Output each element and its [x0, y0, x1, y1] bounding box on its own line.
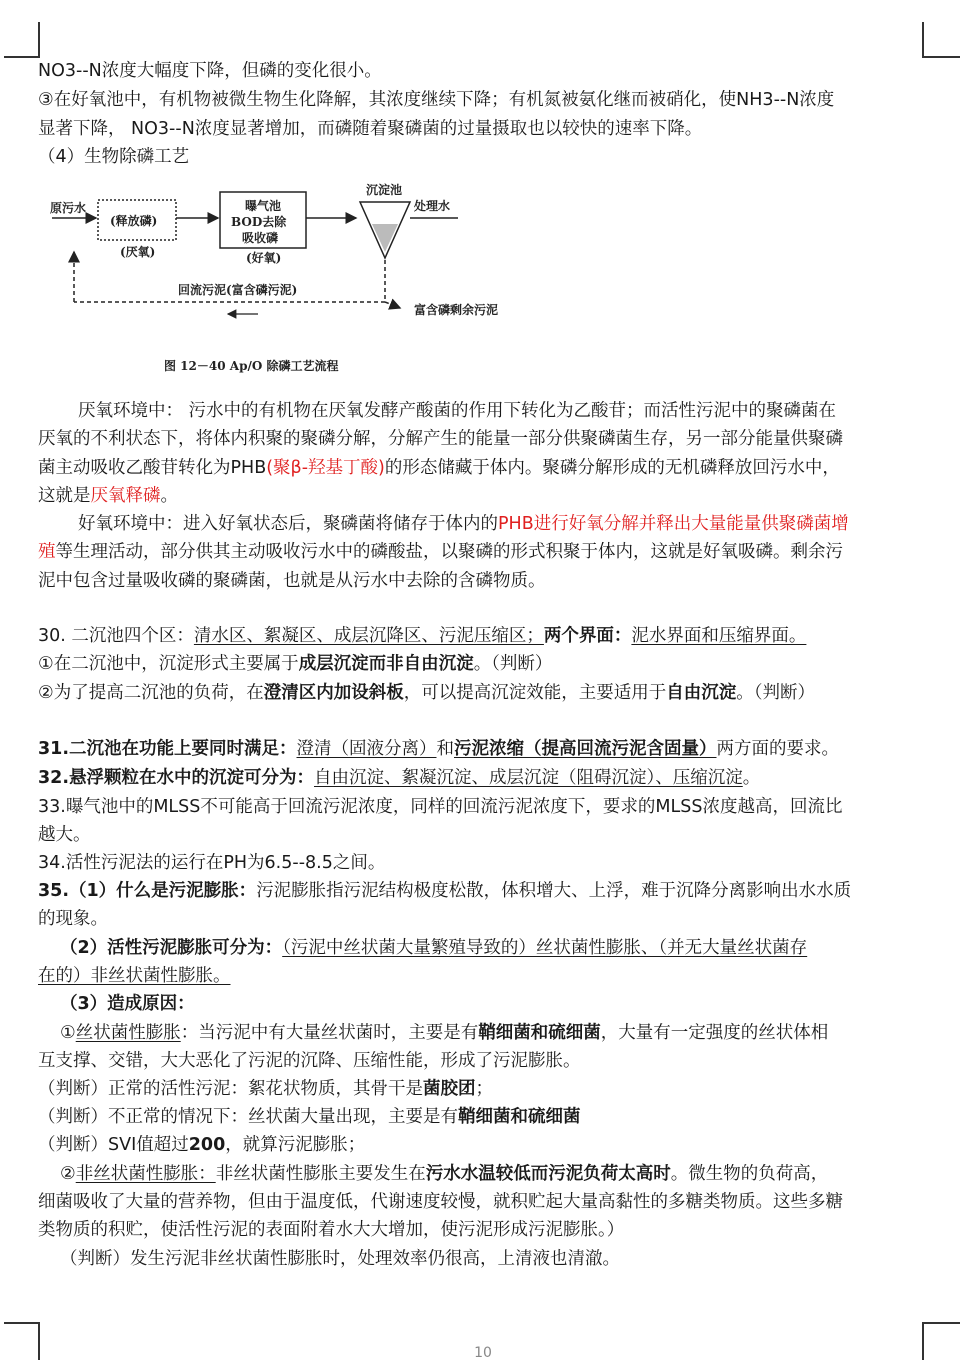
figure-caption: 图 12－40 Ap/O 除磷工艺流程: [164, 359, 339, 373]
crop-mark-bottom-right-h: [922, 1322, 960, 1324]
question-35-cont: 细菌吸收了大量的营养物，但由于温度低，代谢速度较慢，就积贮起大量高黏性的多糖类物质。这些多糖: [38, 1192, 843, 1212]
paragraph-line: 菌主动吸收乙酸苷转化为PHB(聚β-羟基丁酸)的形态储藏于体内。聚磷分解形成的无机磷释放回污水中，: [38, 458, 840, 478]
question-35-cont: 在的）非丝状菌性膨胀。: [38, 966, 231, 986]
ap-o-process-diagram: [38, 180, 538, 380]
judgement-line: （判断）不正常的情况下：丝状菌大量出现，主要是有鞘细菌和硫细菌: [38, 1107, 581, 1127]
judgement-line: （判断）SVI值超过200，就算污泥膨胀；: [38, 1135, 366, 1155]
uptake-label: 吸收磷: [242, 231, 279, 245]
excess-arrow: [385, 302, 400, 308]
judgement-line: （判断）正常的活性污泥：絮花状物质，其骨干是菌胶团；: [38, 1079, 493, 1099]
paragraph-line: 泥中包含过量吸收磷的聚磷菌，也就是从污水中去除的含磷物质。: [38, 571, 546, 591]
question-35-cont: 互支撑、交错，大大恶化了污泥的沉降、压缩性能，形成了污泥膨胀。: [38, 1051, 581, 1071]
crop-mark-top-right: [922, 22, 924, 58]
paragraph-line: 厌氧环境中： 污水中的有机物在厌氧发酵产酸菌的作用下转化为乙酸苷；而活性污泥中的聚磷菌在: [78, 401, 837, 421]
highlight-text: (聚β-羟基丁酸): [266, 458, 385, 478]
question-35-sub: （3）造成原因：: [60, 994, 195, 1014]
paragraph-line: 好氧环境中：进入好氧状态后，聚磷菌将储存于体内的PHB进行好氧分解并释出大量能量供聚磷菌增: [78, 514, 849, 534]
excess-sludge-label: 富含磷剩余污泥: [414, 303, 499, 317]
question-35-cont: 的现象。: [38, 909, 108, 929]
question-33: 33.曝气池中的MLSS不可能高于回流污泥浓度，同样的回流污泥浓度下，要求的MLSS浓度越高，回流比: [38, 797, 843, 817]
bod-label: BOD去除: [231, 215, 287, 229]
paragraph-line: 这就是厌氧释磷。: [38, 486, 178, 506]
text-line: 显著下降， NO3--N浓度显著增加，而磷随着聚磷菌的过量摄取也以较快的速率下降。: [38, 119, 703, 139]
paragraph-line: 厌氧的不利状态下，将体内积聚的聚磷分解，分解产生的能量一部分供聚磷菌生存，另一部分能量供聚磷: [38, 429, 843, 449]
highlight-text: 殖: [38, 542, 56, 562]
question-31: 31.二沉池在功能上要同时满足：澄清（固液分离）和污泥浓缩（提高回流污泥含固量）两方面的要求。: [38, 739, 839, 759]
page-number: 10: [474, 1345, 492, 1361]
highlight-text: PHB进行好氧分解并释出大量能量供聚磷菌增: [498, 514, 849, 534]
judgement-line: （判断）发生污泥非丝状菌性膨胀时，处理效率仍很高，上清液也清澈。: [60, 1249, 620, 1269]
text-line: ③在好氧池中，有机物被微生物生化降解，其浓度继续下降；有机氮被氨化继而被硝化，使NH3--N浓度: [38, 90, 835, 110]
text-line: NO3--N浓度大幅度下降，但磷的变化很小。: [38, 61, 382, 81]
question-35-sub: （2）活性污泥膨胀可分为：（污泥中丝状菌大量繁殖导致的）丝状菌性膨胀、（并无大量丝状菌存: [60, 938, 808, 958]
question-30-item: ②为了提高二沉池的负荷，在澄清区内加设斜板，可以提高沉淀效能，主要适用于自由沉淀。（判断）: [38, 683, 815, 703]
highlight-text: 厌氧释磷: [90, 486, 161, 506]
aeration-title: 曝气池: [245, 199, 282, 213]
release-label: (释放磷): [110, 214, 158, 228]
question-34: 34.活性污泥法的运行在PH为6.5--8.5之间。: [38, 853, 386, 873]
return-sludge-label: 回流污泥(富含磷污泥): [178, 283, 298, 297]
question-35-cont: 类物质的积贮，使活性污泥的表面附着水大大增加，使污泥形成污泥膨胀。）: [38, 1220, 625, 1240]
crop-mark-top-right-h: [922, 56, 960, 58]
section-heading: （4）生物除磷工艺: [38, 147, 190, 167]
crop-mark-top-left-h: [4, 56, 40, 58]
anaerobic-label: (厌氧): [120, 245, 156, 259]
question-35-item: ②非丝状菌性膨胀：非丝状菌性膨胀主要发生在污水水温较低而污泥负荷太高时。微生物的负荷高，: [60, 1164, 829, 1184]
effluent-label: 处理水: [414, 199, 451, 213]
question-33-cont: 越大。: [38, 825, 91, 845]
question-30: 30. 二沉池四个区：清水区、絮凝区、成层沉降区、污泥压缩区；两个界面：泥水界面和压缩界面。: [38, 626, 807, 646]
raw-water-label: 原污水: [50, 201, 87, 215]
aerobic-label: (好氧): [246, 251, 282, 265]
crop-mark-bottom-left-h: [4, 1322, 40, 1324]
settler-label: 沉淀池: [366, 183, 403, 197]
question-35: 35.（1）什么是污泥膨胀：污泥膨胀指污泥结构极度松散，体积增大、上浮，难于沉降分离影响出水水质: [38, 881, 852, 901]
question-32: 32.悬浮颗粒在水中的沉淀可分为：自由沉淀、絮凝沉淀、成层沉淀（阻碍沉淀）、压缩沉淀。: [38, 768, 761, 788]
question-30-item: ①在二沉池中，沉淀形式主要属于成层沉淀而非自由沉淀。（判断）: [38, 654, 553, 674]
paragraph-line: 殖等生理活动，部分供其主动吸收污水中的磷酸盐，以聚磷的形式积聚于体内，这就是好氧吸磷。剩余污: [38, 542, 843, 562]
crop-mark-top-left: [38, 22, 40, 58]
question-35-item: ①丝状菌性膨胀：当污泥中有大量丝状菌时，主要是有鞘细菌和硫细菌，大量有一定强度的丝状体相: [60, 1023, 829, 1043]
